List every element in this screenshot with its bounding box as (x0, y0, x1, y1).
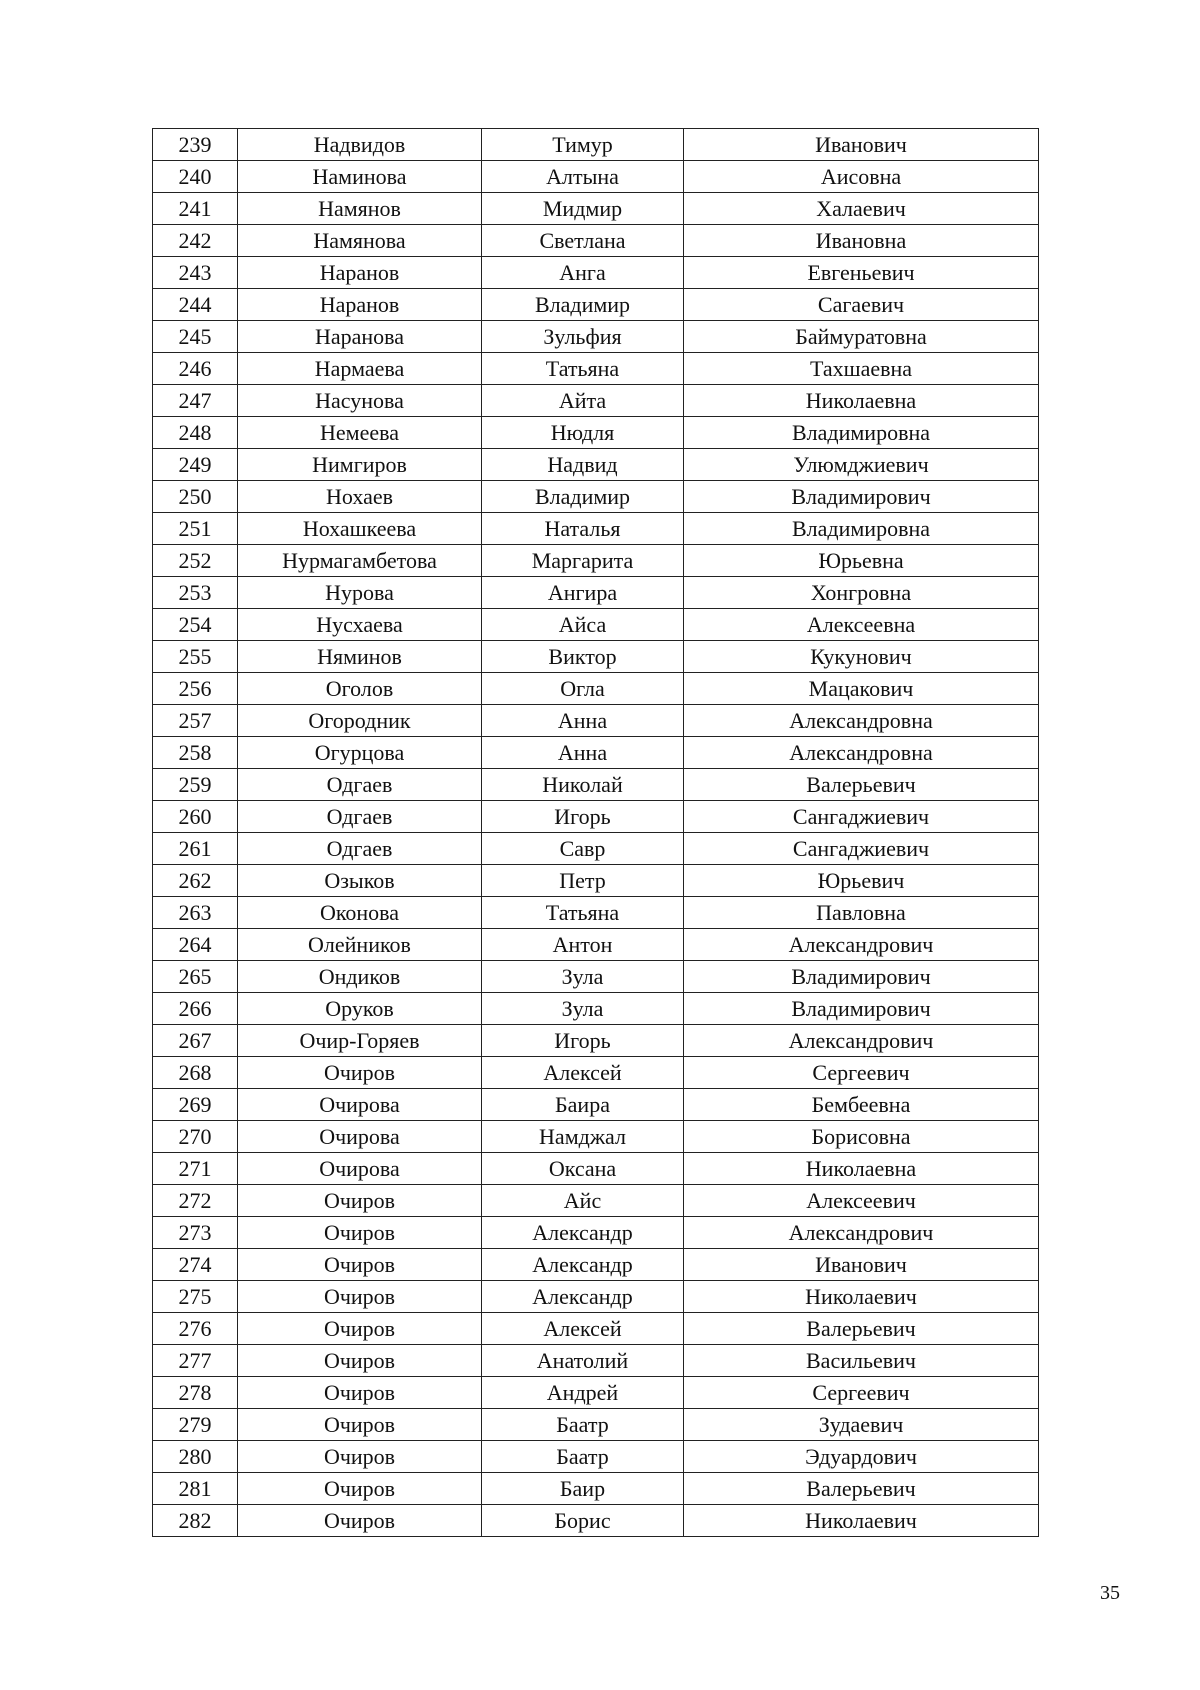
row-number-cell: 267 (153, 1025, 238, 1057)
last-name-cell: Одгаев (238, 833, 482, 865)
table-row (153, 865, 1039, 897)
patronymic-cell: Васильевич (684, 1345, 1039, 1377)
patronymic-cell: Алексеевич (684, 1185, 1039, 1217)
first-name-cell: Зульфия (482, 321, 684, 353)
last-name-cell: Очиров (238, 1057, 482, 1089)
table-row (153, 1089, 1039, 1121)
table-row (153, 833, 1039, 865)
table-row (153, 257, 1039, 289)
row-number-cell: 257 (153, 705, 238, 737)
last-name-cell: Намянова (238, 225, 482, 257)
first-name-cell: Александр (482, 1249, 684, 1281)
patronymic-cell: Александрович (684, 1217, 1039, 1249)
last-name-cell: Очиров (238, 1313, 482, 1345)
last-name-cell: Намянов (238, 193, 482, 225)
first-name-cell: Александр (482, 1281, 684, 1313)
patronymic-cell: Евгеньевич (684, 257, 1039, 289)
patronymic-cell: Валерьевич (684, 769, 1039, 801)
first-name-cell: Мидмир (482, 193, 684, 225)
table-row (153, 1345, 1039, 1377)
table-row (153, 641, 1039, 673)
row-number-cell: 273 (153, 1217, 238, 1249)
patronymic-cell: Павловна (684, 897, 1039, 929)
row-number-cell: 270 (153, 1121, 238, 1153)
row-number-cell: 241 (153, 193, 238, 225)
last-name-cell: Наранов (238, 289, 482, 321)
first-name-cell: Анна (482, 737, 684, 769)
table-row (153, 353, 1039, 385)
patronymic-cell: Николаевна (684, 1153, 1039, 1185)
patronymic-cell: Сергеевич (684, 1377, 1039, 1409)
first-name-cell: Савр (482, 833, 684, 865)
first-name-cell: Зула (482, 961, 684, 993)
first-name-cell: Светлана (482, 225, 684, 257)
last-name-cell: Нурова (238, 577, 482, 609)
first-name-cell: Андрей (482, 1377, 684, 1409)
patronymic-cell: Бембеевна (684, 1089, 1039, 1121)
table-row (153, 1313, 1039, 1345)
patronymic-cell: Иванович (684, 129, 1039, 161)
patronymic-cell: Мацакович (684, 673, 1039, 705)
table-row (153, 1249, 1039, 1281)
row-number-cell: 262 (153, 865, 238, 897)
row-number-cell: 275 (153, 1281, 238, 1313)
first-name-cell: Айта (482, 385, 684, 417)
first-name-cell: Оксана (482, 1153, 684, 1185)
row-number-cell: 279 (153, 1409, 238, 1441)
last-name-cell: Очирова (238, 1121, 482, 1153)
row-number-cell: 274 (153, 1249, 238, 1281)
table-row (153, 545, 1039, 577)
row-number-cell: 245 (153, 321, 238, 353)
last-name-cell: Огурцова (238, 737, 482, 769)
patronymic-cell: Владимировна (684, 513, 1039, 545)
table-row (153, 225, 1039, 257)
last-name-cell: Наранов (238, 257, 482, 289)
last-name-cell: Очиров (238, 1409, 482, 1441)
first-name-cell: Намджал (482, 1121, 684, 1153)
row-number-cell: 271 (153, 1153, 238, 1185)
patronymic-cell: Валерьевич (684, 1313, 1039, 1345)
first-name-cell: Баира (482, 1089, 684, 1121)
last-name-cell: Одгаев (238, 801, 482, 833)
table-row (153, 673, 1039, 705)
first-name-cell: Алексей (482, 1313, 684, 1345)
table-row (153, 1025, 1039, 1057)
patronymic-cell: Юрьевич (684, 865, 1039, 897)
table-row (153, 289, 1039, 321)
row-number-cell: 282 (153, 1505, 238, 1537)
table-row (153, 1281, 1039, 1313)
last-name-cell: Оголов (238, 673, 482, 705)
first-name-cell: Маргарита (482, 545, 684, 577)
last-name-cell: Очиров (238, 1441, 482, 1473)
row-number-cell: 260 (153, 801, 238, 833)
patronymic-cell: Борисовна (684, 1121, 1039, 1153)
last-name-cell: Очирова (238, 1089, 482, 1121)
last-name-cell: Нохаев (238, 481, 482, 513)
patronymic-cell: Александровна (684, 737, 1039, 769)
last-name-cell: Ондиков (238, 961, 482, 993)
last-name-cell: Немеева (238, 417, 482, 449)
row-number-cell: 254 (153, 609, 238, 641)
table-row (153, 513, 1039, 545)
row-number-cell: 261 (153, 833, 238, 865)
patronymic-cell: Зудаевич (684, 1409, 1039, 1441)
row-number-cell: 280 (153, 1441, 238, 1473)
patronymic-cell: Халаевич (684, 193, 1039, 225)
table-row (153, 1057, 1039, 1089)
row-number-cell: 259 (153, 769, 238, 801)
last-name-cell: Очиров (238, 1185, 482, 1217)
first-name-cell: Игорь (482, 801, 684, 833)
row-number-cell: 247 (153, 385, 238, 417)
patronymic-cell: Владимирович (684, 961, 1039, 993)
row-number-cell: 240 (153, 161, 238, 193)
last-name-cell: Няминов (238, 641, 482, 673)
first-name-cell: Айс (482, 1185, 684, 1217)
row-number-cell: 258 (153, 737, 238, 769)
table-row (153, 993, 1039, 1025)
last-name-cell: Огородник (238, 705, 482, 737)
patronymic-cell: Алексеевна (684, 609, 1039, 641)
first-name-cell: Баатр (482, 1441, 684, 1473)
patronymic-cell: Эдуардович (684, 1441, 1039, 1473)
patronymic-cell: Николаевич (684, 1505, 1039, 1537)
row-number-cell: 263 (153, 897, 238, 929)
patronymic-cell: Баймуратовна (684, 321, 1039, 353)
row-number-cell: 248 (153, 417, 238, 449)
patronymic-cell: Юрьевна (684, 545, 1039, 577)
row-number-cell: 243 (153, 257, 238, 289)
last-name-cell: Очир-Горяев (238, 1025, 482, 1057)
patronymic-cell: Аисовна (684, 161, 1039, 193)
last-name-cell: Наранова (238, 321, 482, 353)
first-name-cell: Татьяна (482, 897, 684, 929)
first-name-cell: Анга (482, 257, 684, 289)
table-row (153, 1153, 1039, 1185)
row-number-cell: 251 (153, 513, 238, 545)
last-name-cell: Очиров (238, 1473, 482, 1505)
last-name-cell: Нимгиров (238, 449, 482, 481)
first-name-cell: Зула (482, 993, 684, 1025)
last-name-cell: Очиров (238, 1217, 482, 1249)
first-name-cell: Петр (482, 865, 684, 897)
patronymic-cell: Александровна (684, 705, 1039, 737)
table-row (153, 737, 1039, 769)
patronymic-cell: Хонгровна (684, 577, 1039, 609)
first-name-cell: Нюдля (482, 417, 684, 449)
patronymic-cell: Ивановна (684, 225, 1039, 257)
row-number-cell: 250 (153, 481, 238, 513)
table-row (153, 161, 1039, 193)
first-name-cell: Ангира (482, 577, 684, 609)
first-name-cell: Айса (482, 609, 684, 641)
first-name-cell: Надвид (482, 449, 684, 481)
patronymic-cell: Владимирович (684, 481, 1039, 513)
table-row (153, 1217, 1039, 1249)
first-name-cell: Огла (482, 673, 684, 705)
patronymic-cell: Александрович (684, 1025, 1039, 1057)
table-row (153, 897, 1039, 929)
first-name-cell: Баир (482, 1473, 684, 1505)
row-number-cell: 246 (153, 353, 238, 385)
last-name-cell: Олейников (238, 929, 482, 961)
table-row (153, 1441, 1039, 1473)
row-number-cell: 255 (153, 641, 238, 673)
first-name-cell: Баатр (482, 1409, 684, 1441)
table-row (153, 961, 1039, 993)
patronymic-cell: Владимировна (684, 417, 1039, 449)
first-name-cell: Алтына (482, 161, 684, 193)
table-row (153, 385, 1039, 417)
patronymic-cell: Сергеевич (684, 1057, 1039, 1089)
first-name-cell: Анна (482, 705, 684, 737)
row-number-cell: 253 (153, 577, 238, 609)
patronymic-cell: Николаевна (684, 385, 1039, 417)
first-name-cell: Игорь (482, 1025, 684, 1057)
table-row (153, 929, 1039, 961)
table-row (153, 1121, 1039, 1153)
patronymic-cell: Владимирович (684, 993, 1039, 1025)
first-name-cell: Владимир (482, 289, 684, 321)
last-name-cell: Насунова (238, 385, 482, 417)
last-name-cell: Оконова (238, 897, 482, 929)
last-name-cell: Нохашкеева (238, 513, 482, 545)
table-row (153, 705, 1039, 737)
table-row (153, 769, 1039, 801)
last-name-cell: Нусхаева (238, 609, 482, 641)
patronymic-cell: Сагаевич (684, 289, 1039, 321)
first-name-cell: Анатолий (482, 1345, 684, 1377)
table-row (153, 193, 1039, 225)
last-name-cell: Очиров (238, 1505, 482, 1537)
patronymic-cell: Кукунович (684, 641, 1039, 673)
first-name-cell: Александр (482, 1217, 684, 1249)
names-table (152, 128, 1039, 1537)
row-number-cell: 269 (153, 1089, 238, 1121)
last-name-cell: Очиров (238, 1281, 482, 1313)
patronymic-cell: Иванович (684, 1249, 1039, 1281)
patronymic-cell: Валерьевич (684, 1473, 1039, 1505)
row-number-cell: 249 (153, 449, 238, 481)
last-name-cell: Оруков (238, 993, 482, 1025)
last-name-cell: Одгаев (238, 769, 482, 801)
table-row (153, 1377, 1039, 1409)
first-name-cell: Наталья (482, 513, 684, 545)
row-number-cell: 272 (153, 1185, 238, 1217)
table-row (153, 129, 1039, 161)
last-name-cell: Нурмагамбетова (238, 545, 482, 577)
table-row (153, 449, 1039, 481)
first-name-cell: Тимур (482, 129, 684, 161)
table-row (153, 1473, 1039, 1505)
first-name-cell: Николай (482, 769, 684, 801)
row-number-cell: 268 (153, 1057, 238, 1089)
row-number-cell: 242 (153, 225, 238, 257)
patronymic-cell: Сангаджиевич (684, 801, 1039, 833)
row-number-cell: 277 (153, 1345, 238, 1377)
first-name-cell: Антон (482, 929, 684, 961)
patronymic-cell: Александрович (684, 929, 1039, 961)
table-row (153, 609, 1039, 641)
patronymic-cell: Николаевич (684, 1281, 1039, 1313)
first-name-cell: Татьяна (482, 353, 684, 385)
last-name-cell: Очиров (238, 1345, 482, 1377)
table-row (153, 481, 1039, 513)
patronymic-cell: Тахшаевна (684, 353, 1039, 385)
table-row (153, 1505, 1039, 1537)
row-number-cell: 252 (153, 545, 238, 577)
row-number-cell: 264 (153, 929, 238, 961)
last-name-cell: Наминова (238, 161, 482, 193)
row-number-cell: 265 (153, 961, 238, 993)
row-number-cell: 239 (153, 129, 238, 161)
last-name-cell: Очиров (238, 1377, 482, 1409)
page-number: 35 (1100, 1582, 1120, 1604)
table-row (153, 1409, 1039, 1441)
table-row (153, 577, 1039, 609)
last-name-cell: Очиров (238, 1249, 482, 1281)
first-name-cell: Алексей (482, 1057, 684, 1089)
table-row (153, 321, 1039, 353)
row-number-cell: 244 (153, 289, 238, 321)
table-row (153, 801, 1039, 833)
patronymic-cell: Сангаджиевич (684, 833, 1039, 865)
last-name-cell: Надвидов (238, 129, 482, 161)
patronymic-cell: Улюмджиевич (684, 449, 1039, 481)
first-name-cell: Борис (482, 1505, 684, 1537)
names-table-body (153, 129, 1039, 1537)
row-number-cell: 278 (153, 1377, 238, 1409)
table-row (153, 1185, 1039, 1217)
row-number-cell: 266 (153, 993, 238, 1025)
first-name-cell: Виктор (482, 641, 684, 673)
first-name-cell: Владимир (482, 481, 684, 513)
last-name-cell: Нармаева (238, 353, 482, 385)
row-number-cell: 256 (153, 673, 238, 705)
row-number-cell: 276 (153, 1313, 238, 1345)
table-row (153, 417, 1039, 449)
last-name-cell: Озыков (238, 865, 482, 897)
last-name-cell: Очирова (238, 1153, 482, 1185)
row-number-cell: 281 (153, 1473, 238, 1505)
